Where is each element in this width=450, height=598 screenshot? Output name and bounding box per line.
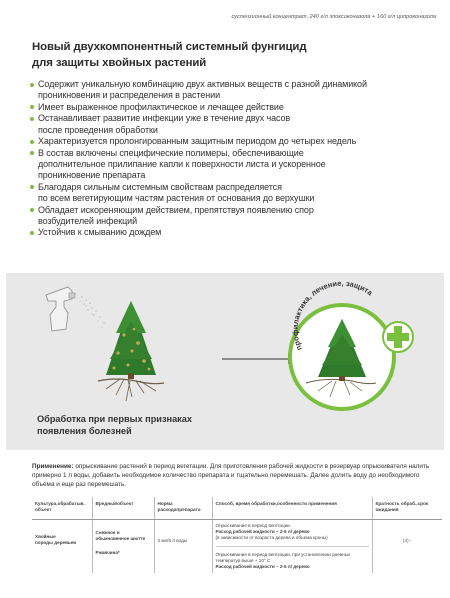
benefits-list [30, 79, 440, 239]
protection-badge [290, 305, 394, 409]
application-label: Применение: [32, 463, 74, 470]
bullet-dot-icon [30, 83, 34, 87]
header-method: Способ, время обработки,особенности применения [212, 497, 372, 520]
list-item [30, 113, 440, 135]
list-item-text: Характеризуется пролонгированным защитным периодом до четырех недель [38, 136, 357, 147]
diseased-tree-illustration [98, 301, 164, 401]
caption-line-1: Обработка при первых признаках [37, 414, 193, 424]
header-crop: Культура,обрабатыв. объект [32, 497, 92, 520]
bullet-dot-icon [30, 105, 34, 109]
list-item-text: Обладает искореняющим действием, препятствуя появлению спор возбудителей инфекций [38, 204, 314, 226]
illustration-caption [37, 413, 192, 437]
caption-line-2: появления болезней [37, 426, 132, 436]
bullet-dot-icon [30, 140, 34, 144]
list-item-text: Содержит уникальную комбинацию двух активных веществ с разной динамикой проникновения и распределения в растении [38, 79, 367, 101]
plus-icon [383, 322, 413, 352]
list-item [30, 148, 440, 182]
bullet-dot-icon [30, 208, 34, 212]
header-rate: Норма расходапрепарата [154, 497, 212, 520]
list-item [30, 102, 440, 113]
list-item-text: Устойчив к смыванию дождем [38, 227, 162, 238]
cell-pests: Снежное и обыкновенное шютте Ржавчина* [92, 520, 154, 574]
sprayer-icon [46, 287, 105, 331]
list-item [30, 227, 440, 238]
title-line-2: для защиты хвойных растений [32, 56, 207, 69]
transition-arrow-icon [222, 354, 298, 364]
header-pest: Вредныйобъект [92, 497, 154, 520]
bullet-dot-icon [30, 185, 34, 189]
page-title [32, 40, 306, 71]
list-item [30, 182, 440, 204]
application-paragraph [32, 463, 437, 489]
list-item-text: Благодаря сильным системным свойствам распределяется по всем вегетирующим частям растения от основания до верхушки [38, 181, 315, 203]
list-item [30, 205, 440, 227]
cell-method: Опрыскивание в период вегетации. Расход рабочей жидкости – 2-5 л/ дерево (в зависимости от возраста дерева и объема кроны) Опрыскивание в период вегетации, при установлении дневных температур выше + 10° С Расход рабочей жидкости – 2-5 л/ дерево [212, 520, 372, 574]
cell-frequency: (4) - [403, 538, 412, 543]
header-frequency: Кратность обраб.,срок ожидания [372, 497, 442, 520]
list-item [30, 136, 440, 147]
table-row [32, 520, 442, 574]
table-header-row [32, 497, 442, 520]
list-item-text: В состав включены специфические полимеры, обеспечивающие дополнительное прилипание капли к поверхности листа и ускоренное проникновение препарата [38, 147, 326, 181]
cell-crop: Хвойные породы деревьев [32, 520, 92, 574]
badge-label: профилактика, лечение, защита [290, 278, 375, 352]
application-text: опрыскивание растений в период вегетации. Для приготовления рабочей жидкости в резервуар опрыскивателя налить примерно 1 л воды, добавить необходимое количество препарата и тщательно перемешать. Далее долить воду до необходимого объема и еще раз перемешать. [32, 463, 430, 488]
list-item [30, 79, 440, 101]
bullet-dot-icon [30, 151, 34, 155]
product-formulation-header: суспензионный концентрат, 240 г/л эпоксиконазола + 160 г/л ципроконазола [231, 14, 436, 20]
dosage-table [32, 497, 442, 573]
bullet-dot-icon [30, 117, 34, 121]
bullet-dot-icon [30, 231, 34, 235]
title-line-1: Новый двухкомпонентный системный фунгицид [32, 41, 307, 53]
list-item-text: Останавливает развитие инфекции уже в течение двух часов после проведения обработки [38, 113, 291, 135]
cell-rate: 4 мл/5 л воды [154, 520, 212, 574]
list-item-text: Имеет выраженное профилактическое и лечащее действие [38, 101, 284, 112]
